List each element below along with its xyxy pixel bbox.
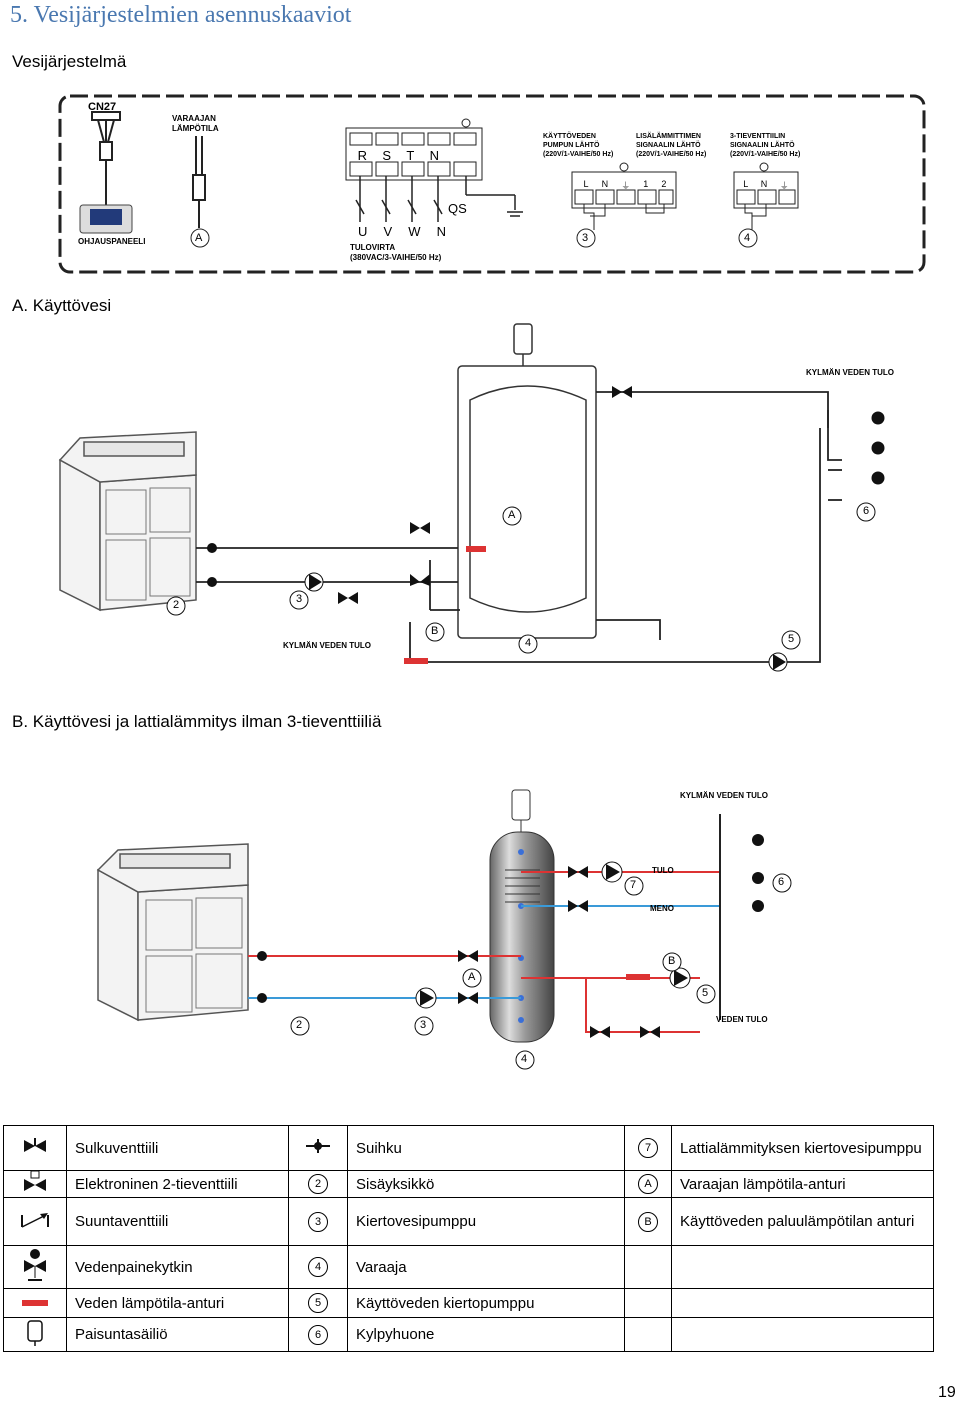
subheading: Vesijärjestelmä	[12, 52, 127, 71]
legend-text: Elektroninen 2-tieventtiili	[67, 1171, 289, 1198]
legend-text: Sulkuventtiili	[67, 1126, 289, 1171]
cn27-label: CN27	[88, 101, 117, 113]
legend-row	[4, 1289, 934, 1318]
b-marker-6: 6	[778, 876, 785, 888]
terminal-t: T	[406, 148, 415, 163]
legend-row	[4, 1318, 934, 1352]
control-panel-label: OHJAUSPANEELI	[78, 237, 146, 246]
marker-4-icon: 4	[289, 1246, 348, 1289]
legend-row	[4, 1198, 934, 1246]
terminal-row-bottom	[350, 224, 454, 239]
diagram-a	[0, 310, 960, 690]
a-marker-6: 6	[863, 505, 870, 517]
legend-text: Varaaja	[348, 1246, 625, 1289]
a-marker-4: 4	[525, 637, 532, 649]
legend-row	[4, 1126, 934, 1171]
a-marker-a: A	[508, 509, 516, 521]
legend-table	[3, 1125, 934, 1352]
terminal-u: U	[358, 224, 368, 239]
legend-text: Suihku	[348, 1126, 625, 1171]
legend-text: Käyttöveden paluulämpötilan anturi	[672, 1198, 934, 1246]
pressure-switch-icon	[4, 1246, 67, 1289]
marker-2-icon: 2	[289, 1171, 348, 1198]
a-cold-water-bottom: KYLMÄN VEDEN TULO	[283, 641, 371, 650]
terminal-r: R	[357, 148, 368, 163]
marker-b-icon: B	[625, 1198, 672, 1246]
tank-temp-label-2: LÄMPÖTILA	[172, 124, 219, 133]
supply-label-1: TULOVIRTA	[350, 243, 396, 252]
terminal-v: V	[383, 224, 393, 239]
a-cold-water-top: KYLMÄN VEDEN TULO	[806, 368, 894, 377]
pump-out-label: KÄYTTÖVEDEN PUMPUN LÄHTÖ (220V/1-VAIHE/50 Hz)	[543, 133, 614, 158]
valve-icon	[4, 1126, 67, 1171]
wiring-marker-3: 3	[582, 232, 589, 244]
a-marker-5: 5	[788, 633, 795, 645]
terminal-n2: N	[436, 224, 446, 239]
page-heading: 5. Vesijärjestelmien asennuskaaviot	[10, 2, 352, 28]
b-marker-7: 7	[630, 879, 637, 891]
supply-label-2: (380VAC/3-VAIHE/50 Hz)	[350, 253, 442, 262]
legend-text: Kiertovesipumppu	[348, 1198, 625, 1246]
b-marker-a: A	[468, 971, 476, 983]
a-marker-b: B	[431, 625, 439, 637]
marker-a-icon: A	[625, 1171, 672, 1198]
legend-text: Varaajan lämpötila-anturi	[672, 1171, 934, 1198]
b-marker-4: 4	[521, 1053, 528, 1065]
b-marker-2: 2	[296, 1019, 303, 1031]
b-marker-5: 5	[702, 987, 709, 999]
block3-terminals: L N ⏚	[743, 179, 789, 191]
check-valve-icon	[4, 1198, 67, 1246]
a-marker-3: 3	[296, 593, 303, 605]
aux-heater-label: LISÄLÄMMITTIMEN SIGNAALIN LÄHTÖ (220V/1-VAIHE/50 Hz)	[636, 133, 707, 158]
legend-text: Lattialämmityksen kiertovesipumppu	[672, 1126, 934, 1171]
legend-row	[4, 1246, 934, 1289]
b-flow-out: MENO	[650, 904, 674, 913]
temperature-sensor-icon	[4, 1289, 67, 1318]
legend-text: Kylpyhuone	[348, 1318, 625, 1352]
legend-text: Veden lämpötila-anturi	[67, 1289, 289, 1318]
b-flow-in: TULO	[652, 866, 674, 875]
marker-3-icon: 3	[289, 1198, 348, 1246]
tank-temp-label-1: VARAAJAN	[172, 114, 216, 123]
block2-terminals: L N ⏚ 1 2	[583, 179, 667, 191]
a-marker-2: 2	[173, 599, 180, 611]
legend-text: Vedenpainekytkin	[67, 1246, 289, 1289]
b-cold-water: KYLMÄN VEDEN TULO	[680, 791, 768, 800]
legend-text: Käyttöveden kiertopumppu	[348, 1289, 625, 1318]
expansion-tank-icon	[4, 1318, 67, 1352]
terminal-n: N	[429, 148, 439, 163]
marker-7-icon: 7	[625, 1126, 672, 1171]
legend-text: Sisäyksikkö	[348, 1171, 625, 1198]
page-number: 19	[938, 1384, 956, 1401]
marker-6-icon: 6	[289, 1318, 348, 1352]
section-a-title: A. Käyttövesi	[12, 296, 112, 315]
two-way-valve-icon	[4, 1171, 67, 1198]
b-water-in: VEDEN TULO	[716, 1015, 768, 1024]
three-way-label: 3-TIEVENTTIILIN SIGNAALIN LÄHTÖ (220V/1-VAIHE/50 Hz)	[730, 133, 801, 158]
terminal-s: S	[382, 148, 392, 163]
diagram-b	[0, 780, 960, 1080]
marker-5-icon: 5	[289, 1289, 348, 1318]
section-b-title: B. Käyttövesi ja lattialämmitys ilman 3-tieventtiiliä	[12, 712, 382, 731]
b-marker-b: B	[668, 955, 676, 967]
legend-text: Paisuntasäiliö	[67, 1318, 289, 1352]
b-marker-3: 3	[420, 1019, 427, 1031]
faucet-icon	[289, 1126, 348, 1171]
terminal-row-top	[350, 148, 480, 163]
terminal-w: W	[408, 224, 421, 239]
wiring-marker-4: 4	[744, 232, 751, 244]
wiring-marker-a: A	[195, 232, 203, 244]
qs-label: QS	[448, 201, 467, 216]
legend-text: Suuntaventtiili	[67, 1198, 289, 1246]
legend-row	[4, 1171, 934, 1198]
